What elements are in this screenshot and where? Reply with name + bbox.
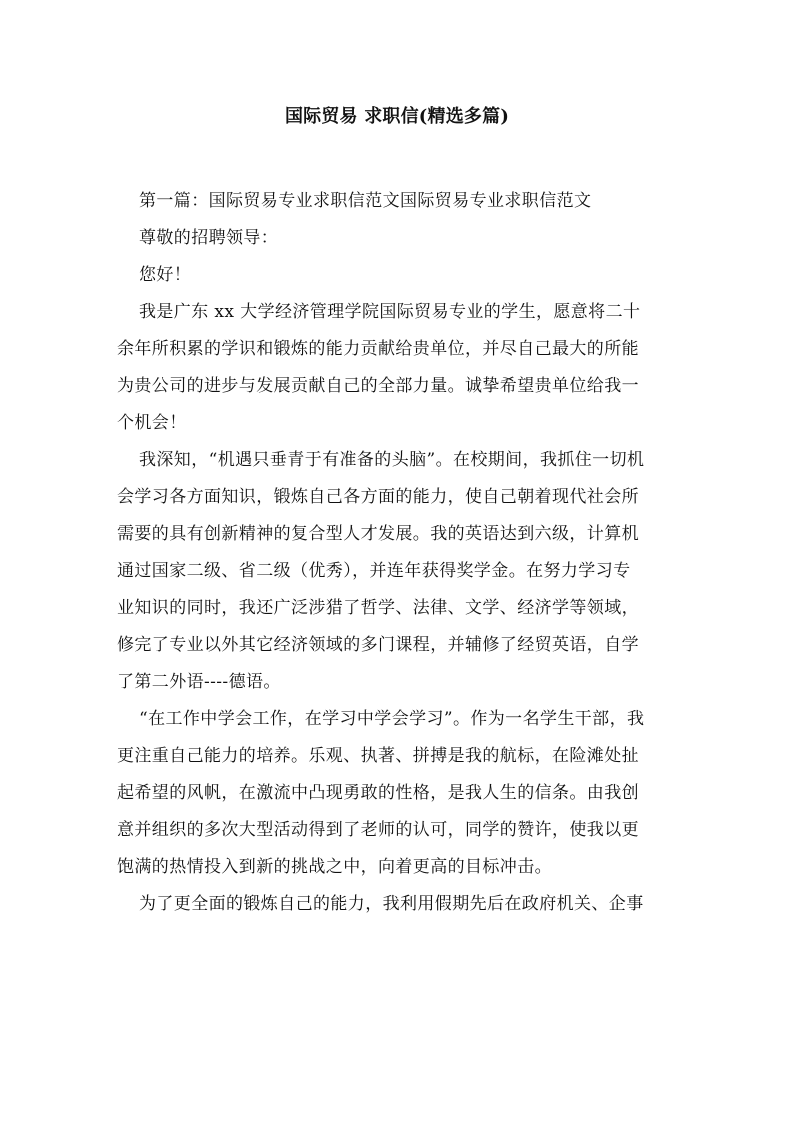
paragraph-line: 需要的具有创新精神的复合型人才发展。我的英语达到六级，计算机 <box>117 524 639 544</box>
paragraph-line: 我深知，“机遇只垂青于有准备的头脑”。在校期间，我抓住一切机 <box>139 450 645 470</box>
line-gap <box>117 216 677 223</box>
paragraph-line: 修完了专业以外其它经济领域的多门课程，并辅修了经贸英语，自学 <box>117 635 639 655</box>
section-heading: 第一篇：国际贸易专业求职信范文国际贸易专业求职信范文 <box>139 191 592 211</box>
paragraph-line: 饱满的热情投入到新的挑战之中，向着更高的目标冲击。 <box>117 857 552 877</box>
paragraph-line: 为了更全面的锻炼自己的能力，我利用假期先后在政府机关、企事 <box>139 894 644 914</box>
line-gap <box>117 549 677 556</box>
line-gap <box>117 808 677 815</box>
paragraph-line: 意并组织的多次大型活动得到了老师的认可，同学的赞许，使我以更 <box>117 820 639 840</box>
line-gap <box>117 290 677 297</box>
paragraph-line: 为贵公司的进步与发展贡献自己的全部力量。诚挚希望贵单位给我一 <box>117 376 639 396</box>
document-body <box>117 186 677 919</box>
line-gap <box>117 364 677 371</box>
document-title: 国际贸易 求职信(精选多篇) <box>284 106 510 127</box>
paragraph-line: 业知识的同时，我还广泛涉猎了哲学、法律、文学、经济学等领域， <box>117 598 639 618</box>
line-gap <box>117 512 677 519</box>
line-gap <box>117 438 677 445</box>
line-gap <box>117 586 677 593</box>
paragraph-line: 了第二外语----德语。 <box>117 672 281 692</box>
paragraph-line: 我是广东 xx 大学经济管理学院国际贸易专业的学生，愿意将二十 <box>139 302 641 322</box>
paragraph-line: “在工作中学会工作，在学习中学会学习”。作为一名学生干部，我 <box>139 709 645 729</box>
line-gap <box>117 734 677 741</box>
paragraph-line: 个机会！ <box>117 413 187 433</box>
line-gap <box>117 401 677 408</box>
greeting: 您好！ <box>139 265 192 285</box>
paragraph-line: 通过国家二级、省二级（优秀），并连年获得奖学金。在努力学习专 <box>117 561 631 581</box>
line-gap <box>117 623 677 630</box>
line-gap <box>117 327 677 334</box>
paragraph-line: 更注重自己能力的培养。乐观、执著、拼搏是我的航标，在险滩处扯 <box>117 746 639 766</box>
line-gap <box>117 475 677 482</box>
line-gap <box>117 660 677 667</box>
salutation: 尊敬的招聘领导： <box>139 228 279 248</box>
paragraph-line: 余年所积累的学识和锻炼的能力贡献给贵单位，并尽自己最大的所能 <box>117 339 639 359</box>
paragraph-line: 起希望的风帆，在激流中凸现勇敢的性格，是我人生的信条。由我创 <box>117 783 639 803</box>
line-gap <box>117 882 677 889</box>
line-gap <box>117 253 677 260</box>
line-gap <box>117 845 677 852</box>
line-gap <box>117 771 677 778</box>
line-gap <box>117 697 677 704</box>
paragraph-line: 会学习各方面知识，锻炼自己各方面的能力，使自己朝着现代社会所 <box>117 487 639 507</box>
